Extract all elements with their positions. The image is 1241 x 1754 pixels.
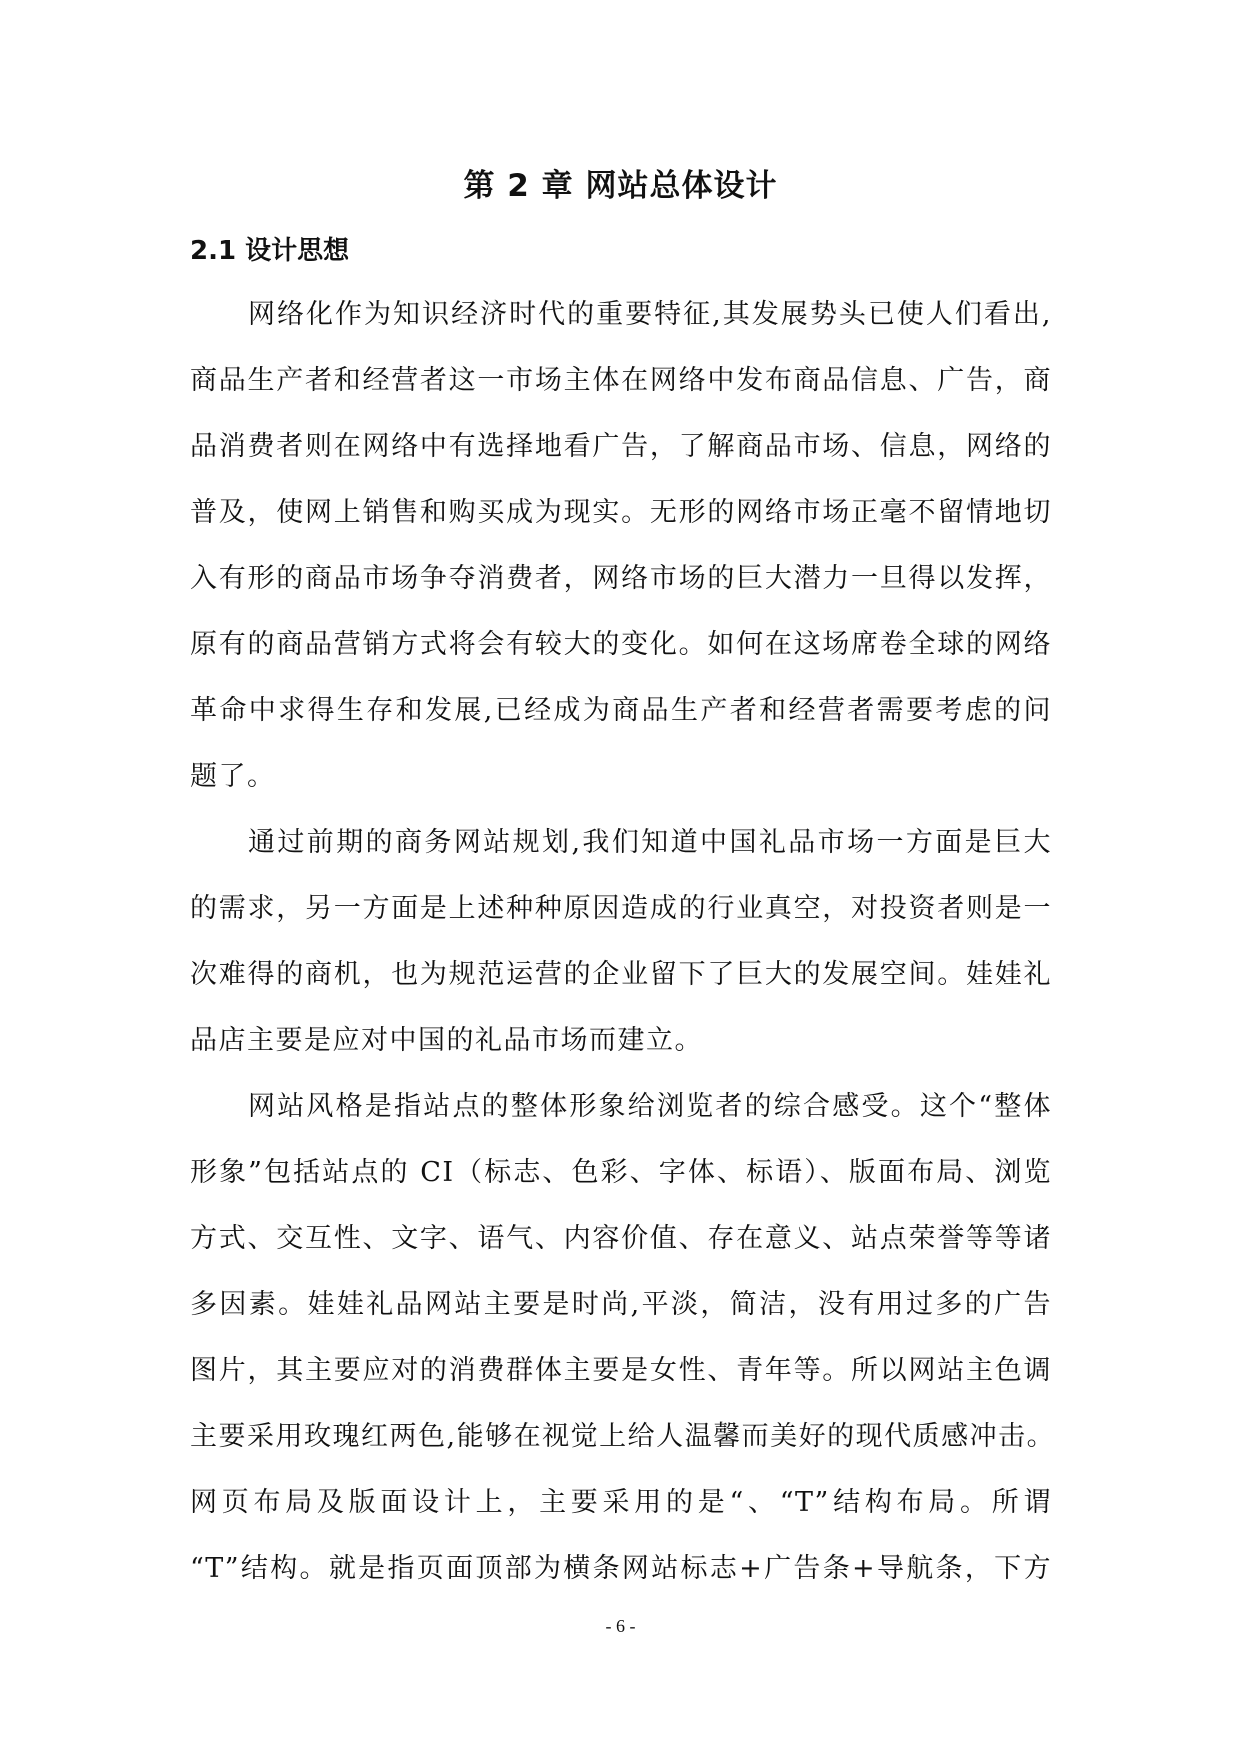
text-line: 多因素。娃娃礼品网站主要是时尚,平淡，简洁，没有用过多的广告 xyxy=(190,1289,1052,1320)
text-line: 入有形的商品市场争夺消费者，网络市场的巨大潜力一旦得以发挥， xyxy=(190,563,1052,594)
text-line: 品消费者则在网络中有选择地看广告，了解商品市场、信息，网络的 xyxy=(190,431,1052,462)
text-line: 通过前期的商务网站规划,我们知道中国礼品市场一方面是巨大 xyxy=(248,827,1052,858)
text-line: 原有的商品营销方式将会有较大的变化。如何在这场席卷全球的网络 xyxy=(190,629,1052,660)
text-line: 商品生产者和经营者这一市场主体在网络中发布商品信息、广告，商 xyxy=(190,365,1052,396)
text-line: 网络化作为知识经济时代的重要特征,其发展势头已使人们看出, xyxy=(248,299,1052,330)
text-line: 网站风格是指站点的整体形象给浏览者的综合感受。这个“整体 xyxy=(248,1091,1052,1122)
text-line: 品店主要是应对中国的礼品市场而建立。 xyxy=(190,1025,703,1056)
text-line: 题了。 xyxy=(190,761,276,792)
text-line: 图片，其主要应对的消费群体主要是女性、青年等。所以网站主色调 xyxy=(190,1355,1052,1386)
section-title: 2.1 设计思想 xyxy=(190,236,350,266)
text-line: 次难得的商机，也为规范运营的企业留下了巨大的发展空间。娃娃礼 xyxy=(190,959,1052,990)
text-line: 的需求，另一方面是上述种种原因造成的行业真空，对投资者则是一 xyxy=(190,893,1052,924)
chapter-title: 第 2 章 网站总体设计 xyxy=(463,168,778,204)
text-line: 形象”包括站点的 CI（标志、色彩、字体、标语）、版面布局、浏览 xyxy=(190,1157,1052,1188)
text-line: 主要采用玫瑰红两色,能够在视觉上给人温馨而美好的现代质感冲击。 xyxy=(190,1421,1056,1452)
text-line: 网页布局及版面设计上，主要采用的是“、“T”结构布局。所谓 xyxy=(190,1487,1052,1518)
page-number: - 6 - xyxy=(605,1616,636,1636)
text-line: 方式、交互性、文字、语气、内容价值、存在意义、站点荣誉等等诸 xyxy=(190,1223,1052,1254)
text-line: 革命中求得生存和发展,已经成为商品生产者和经营者需要考虑的问 xyxy=(190,695,1052,726)
body-text xyxy=(190,294,1056,1614)
text-line: “T”结构。就是指页面顶部为横条网站标志+广告条+导航条，下方 xyxy=(190,1553,1052,1584)
text-line: 普及，使网上销售和购买成为现实。无形的网络市场正毫不留情地切 xyxy=(190,497,1052,528)
